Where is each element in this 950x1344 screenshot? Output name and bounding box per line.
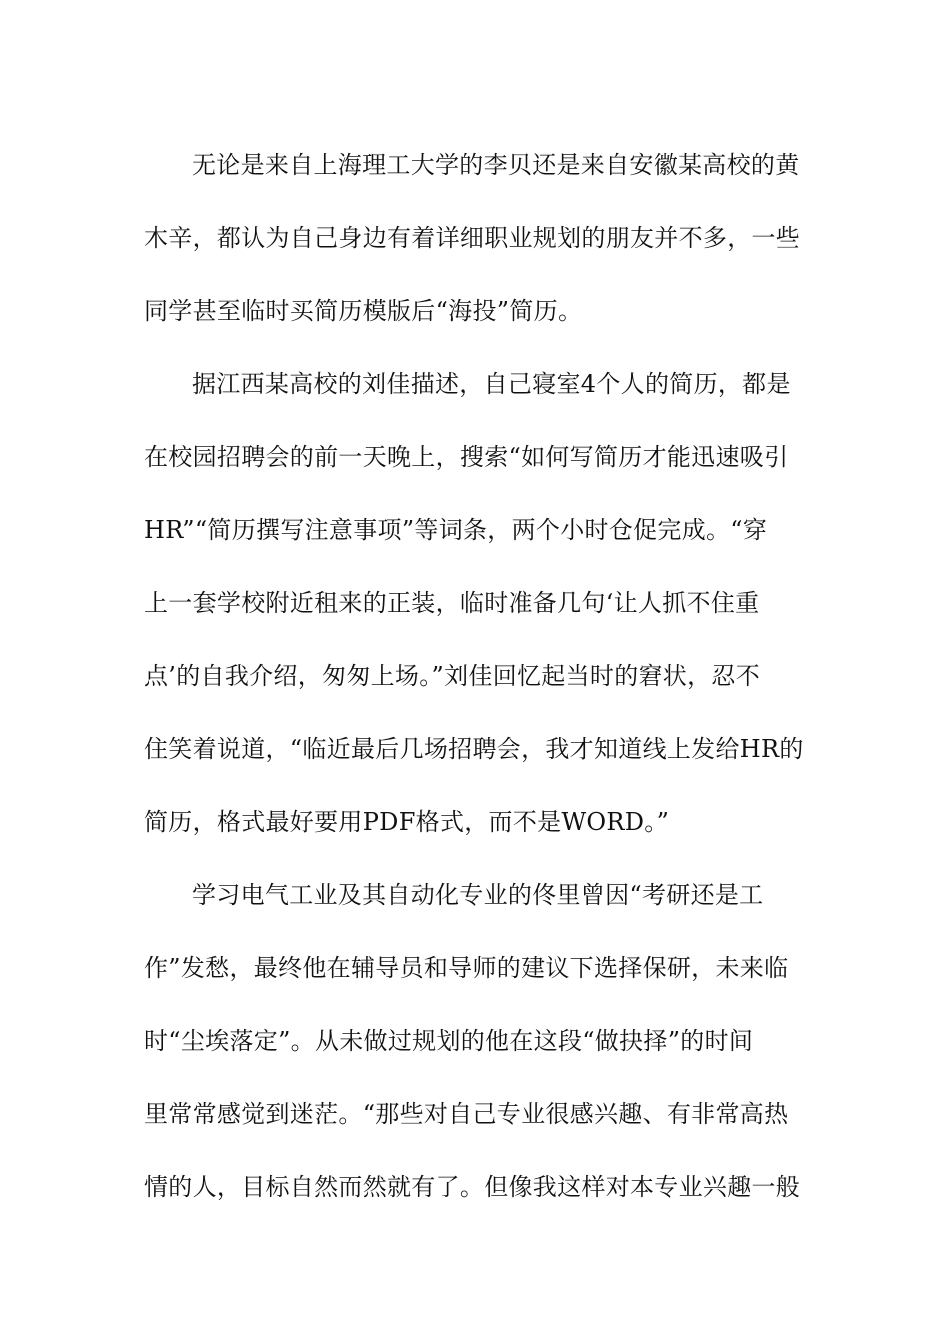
article-body <box>144 129 806 1224</box>
paragraph-line: 情的人，目标自然而然就有了。但像我这样对本专业兴趣一般 <box>144 1173 801 1201</box>
paragraph-line: 无论是来自上海理工大学的李贝还是来自安徽某高校的黄 <box>192 151 800 179</box>
paragraph-line: 据江西某高校的刘佳描述，自己寝室4个人的简历，都是 <box>192 370 791 398</box>
paragraph-line: 木辛，都认为自己身边有着详细职业规划的朋友并不多，一些 <box>144 224 801 252</box>
paragraph-2 <box>144 348 806 859</box>
paragraph-line: 简历，格式最好要用PDF格式，而不是WORD。” <box>144 808 670 836</box>
paragraph-line: 作”发愁，最终他在辅导员和导师的建议下选择保研，未来临 <box>144 954 789 982</box>
paragraph-line: 住笑着说道，“临近最后几场招聘会，我才知道线上发给HR的 <box>144 735 804 763</box>
paragraph-line: 同学甚至临时买简历模版后“海投”简历。 <box>144 297 583 325</box>
paragraph-3 <box>144 859 806 1224</box>
paragraph-line: HR”“简历撰写注意事项”等词条，两个小时仓促完成。“穿 <box>144 516 768 544</box>
paragraph-1 <box>144 129 806 348</box>
paragraph-line: 在校园招聘会的前一天晚上，搜索“如何写简历才能迅速吸引 <box>144 443 789 471</box>
paragraph-line: 里常常感觉到迷茫。“那些对自己专业很感兴趣、有非常高热 <box>144 1100 789 1128</box>
paragraph-line: 学习电气工业及其自动化专业的佟里曾因“考研还是工 <box>192 881 764 909</box>
paragraph-line: 点’的自我介绍，匆匆上场。”刘佳回忆起当时的窘状，忍不 <box>144 662 760 690</box>
paragraph-line: 上一套学校附近租来的正装，临时准备几句‘让人抓不住重 <box>144 589 760 617</box>
paragraph-line: 时“尘埃落定”。从未做过规划的他在这段“做抉择”的时间 <box>144 1027 754 1055</box>
